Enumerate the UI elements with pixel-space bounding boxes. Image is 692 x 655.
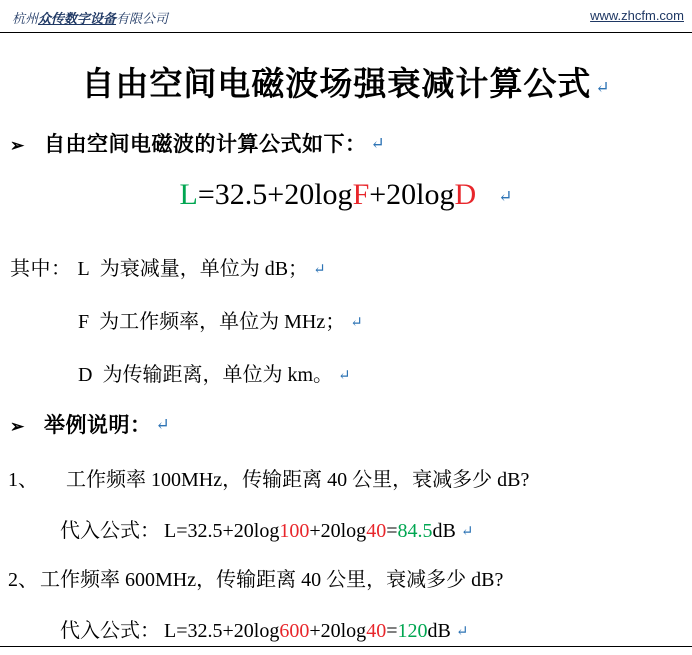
example-2-answer-prefix: L=32.5+20log — [164, 620, 280, 642]
definition-row-F — [78, 305, 363, 334]
example-1-answer-mid: +20log — [309, 520, 367, 542]
company-header — [12, 8, 168, 27]
page-title — [0, 58, 692, 105]
definition-text-F: 为工作频率，单位为 MHz； — [99, 311, 346, 333]
paragraph-mark-icon: ↵ — [455, 624, 469, 640]
bullet-item-examples — [10, 409, 170, 439]
paragraph-mark-icon: ↵ — [338, 368, 351, 384]
example-2-equals: = — [386, 620, 398, 642]
formula-symbol-D: D — [454, 178, 477, 211]
example-1-answer — [60, 514, 473, 543]
example-2-question — [8, 563, 503, 592]
example-2-answer-mid: +20log — [309, 620, 367, 642]
page-header — [0, 8, 692, 34]
example-1-frequency: 100 — [279, 520, 310, 542]
example-1-unit: dB — [432, 520, 456, 542]
paragraph-mark-icon: ↵ — [313, 262, 326, 278]
paragraph-mark-icon: ↵ — [370, 134, 385, 153]
example-2-question-text: 工作频率 600MHz，传输距离 40 公里，衰减多少 dB? — [40, 569, 504, 591]
example-1-equals: = — [386, 520, 398, 542]
definition-text-D: 为传输距离，单位为 km。 — [102, 364, 334, 386]
paragraph-mark-icon: ↵ — [498, 187, 513, 206]
example-2-result: 120 — [397, 620, 428, 642]
example-2-answer — [60, 614, 468, 643]
formula-body-1: =32.5+20log — [197, 178, 353, 211]
company-brand: 众传数字设备 — [38, 11, 117, 26]
page-title-text: 自由空间电磁波场强衰减计算公式 — [81, 67, 592, 103]
example-1-answer-prefix: L=32.5+20log — [164, 520, 280, 542]
formula-symbol-F: F — [352, 178, 370, 211]
example-1-answer-label: 代入公式： — [60, 520, 160, 542]
definition-symbol-D: D — [78, 364, 93, 386]
example-1-result: 84.5 — [397, 520, 433, 542]
company-suffix: 有限公司 — [116, 11, 169, 26]
example-1-question-text: 工作频率 100MHz，传输距离 40 公里，衰减多少 dB? — [66, 469, 530, 491]
example-2-index: 2、 — [8, 569, 38, 591]
paragraph-mark-icon: ↵ — [595, 78, 611, 97]
definition-symbol-L: L — [77, 258, 90, 280]
example-2-unit: dB — [427, 620, 451, 642]
company-prefix: 杭州 — [12, 11, 39, 26]
example-1-distance: 40 — [366, 520, 387, 542]
definition-row-L — [10, 252, 326, 281]
bullet-label-formula-intro: 自由空间电磁波的计算公式如下： — [44, 132, 367, 156]
bullet-arrow-icon: ➢ — [10, 417, 25, 436]
paragraph-mark-icon: ↵ — [350, 315, 363, 331]
main-formula — [0, 178, 692, 212]
paragraph-mark-icon: ↵ — [460, 524, 474, 540]
definition-text-L: 为衰减量，单位为 dB； — [99, 258, 309, 280]
formula-body-2: +20log — [369, 178, 455, 211]
definition-prefix: 其中： — [10, 258, 72, 280]
example-2-distance: 40 — [366, 620, 387, 642]
example-1-index: 1、 — [8, 469, 38, 491]
website-link[interactable]: www.zhcfm.com — [590, 8, 684, 23]
example-2-frequency: 600 — [279, 620, 310, 642]
bullet-item-formula-intro — [10, 128, 385, 158]
definition-row-D — [78, 358, 351, 387]
definition-symbol-F: F — [78, 311, 90, 333]
footer-divider — [0, 646, 692, 647]
bullet-label-examples: 举例说明： — [44, 413, 152, 437]
example-2-answer-label: 代入公式： — [60, 620, 160, 642]
paragraph-mark-icon: ↵ — [155, 415, 170, 434]
bullet-arrow-icon: ➢ — [10, 136, 25, 155]
formula-symbol-L: L — [179, 178, 198, 211]
example-1-question — [8, 463, 529, 492]
header-divider — [0, 32, 692, 33]
